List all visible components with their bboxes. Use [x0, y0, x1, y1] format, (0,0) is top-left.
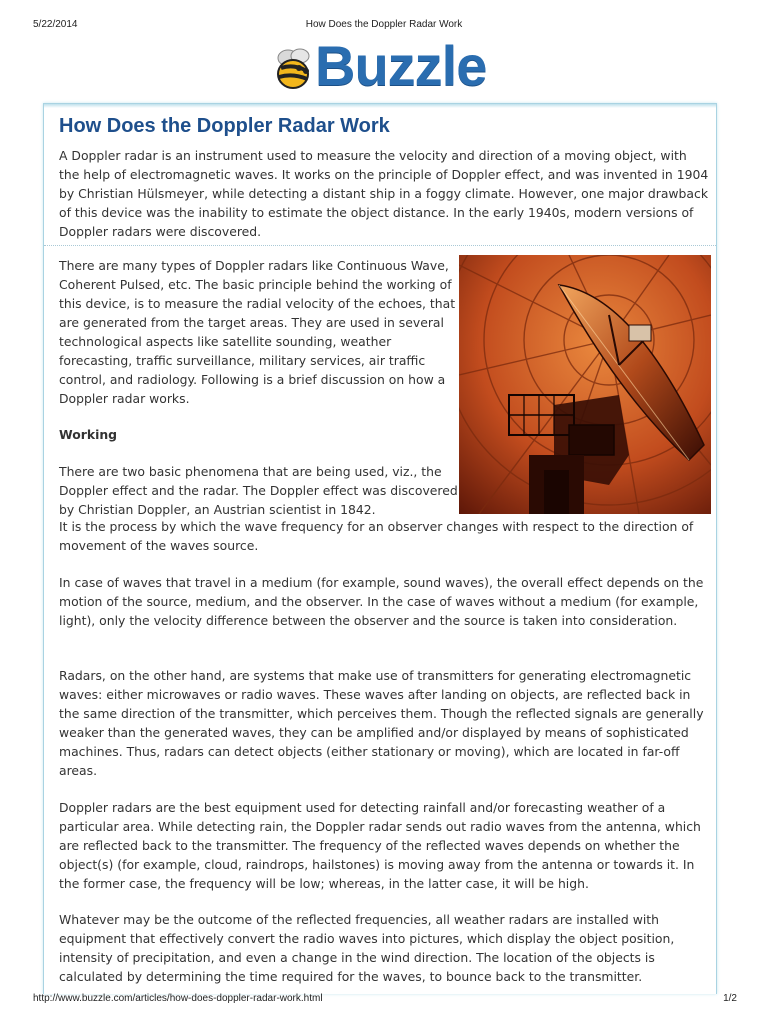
- paragraph-medium: In case of waves that travel in a medium (for example, sound waves), the overall effect depends on the motion of the source, medium, and the observer. In the case of waves without a medium (for example, light), only the velocity difference between the observer and the source is taken into consideration.: [59, 575, 704, 628]
- print-date: 5/22/2014: [33, 19, 78, 30]
- bee-icon: [271, 46, 317, 92]
- logo-wordmark: Buzzle: [315, 34, 487, 97]
- paragraph-rainfall: Doppler radars are the best equipment used for detecting rainfall and/or forecasting weather of a particular area. While detecting rain, the Doppler radar sends out radio waves from the antenna, which are reflected back to the transmitter. The frequency of the reflected waves depends on whether the object(s) (for example, cloud, raindrops, hailstones) is moving away from the antenna or towards it. In the former case, the frequency will be low; whereas, in the latter case, it will be high.: [59, 800, 701, 891]
- site-logo[interactable]: [271, 34, 511, 97]
- print-url[interactable]: http://www.buzzle.com/articles/how-does-doppler-radar-work.html: [33, 993, 323, 1004]
- paragraph-radars: Radars, on the other hand, are systems that make use of transmitters for generating electromagnetic waves: either microwaves or radio waves. These waves after landing on objects, are reflected back in the same direction of the transmitter, which perceives them. Though the reflected signals are generally weaker than the generated waves, they can be amplified and/or displayed by means of sophisticated machines. Thus, radars can detect objects (either stationary or moving), which are located in far-off areas.: [59, 668, 704, 778]
- paragraph-reflected-frequencies: Whatever may be the outcome of the reflected frequencies, all weather radars are installed with equipment that effectively convert the radio waves into pictures, which display the object position, intensity of precipitation, and even a change in the wind direction. The location of the objects is calculated by determining the time required for the waves, to bounce back to the transmitter.: [59, 912, 675, 984]
- article-card: [43, 103, 717, 994]
- article-intro: A Doppler radar is an instrument used to measure the velocity and direction of a moving object, with the help of electromagnetic waves. It works on the principle of Doppler effect, and was invented in 1904 by Christian Hülsmeyer, while detecting a distant ship in a foggy climate. However, one major drawback of this device was the inability to estimate the object distance. In the early 1940s, modern versions of Doppler radars were discovered.: [59, 148, 709, 239]
- print-page-title: How Does the Doppler Radar Work: [305, 19, 463, 30]
- article-title: How Does the Doppler Radar Work: [59, 115, 390, 137]
- print-page-number: 1/2: [723, 993, 737, 1004]
- print-footer: [0, 993, 768, 1007]
- paragraph-types: There are many types of Doppler radars like Continuous Wave, Coherent Pulsed, etc. The basic principle behind the working of this device, is to measure the radial velocity of the echoes, that are generated from the target areas. They are used in several technological aspects like satellite sounding, weather forecasting, traffic surveillance, military services, air traffic control, and radiology. Following is a brief discussion on how a Doppler radar works.: [59, 258, 456, 406]
- section-heading-working: Working: [59, 427, 118, 442]
- print-header: [0, 19, 768, 33]
- paragraph-phenomena: There are two basic phenomena that are being used, viz., the Doppler effect and the radar. The Doppler effect was discovered by Christian Doppler, an Austrian scientist in 1842.: [59, 464, 458, 517]
- radar-dish-photo: [459, 255, 711, 514]
- paragraph-doppler-effect: It is the process by which the wave frequency for an observer changes with respect to the direction of movement of the waves source.: [59, 519, 694, 553]
- section-divider: [44, 245, 716, 247]
- card-top-shadow: [44, 104, 716, 108]
